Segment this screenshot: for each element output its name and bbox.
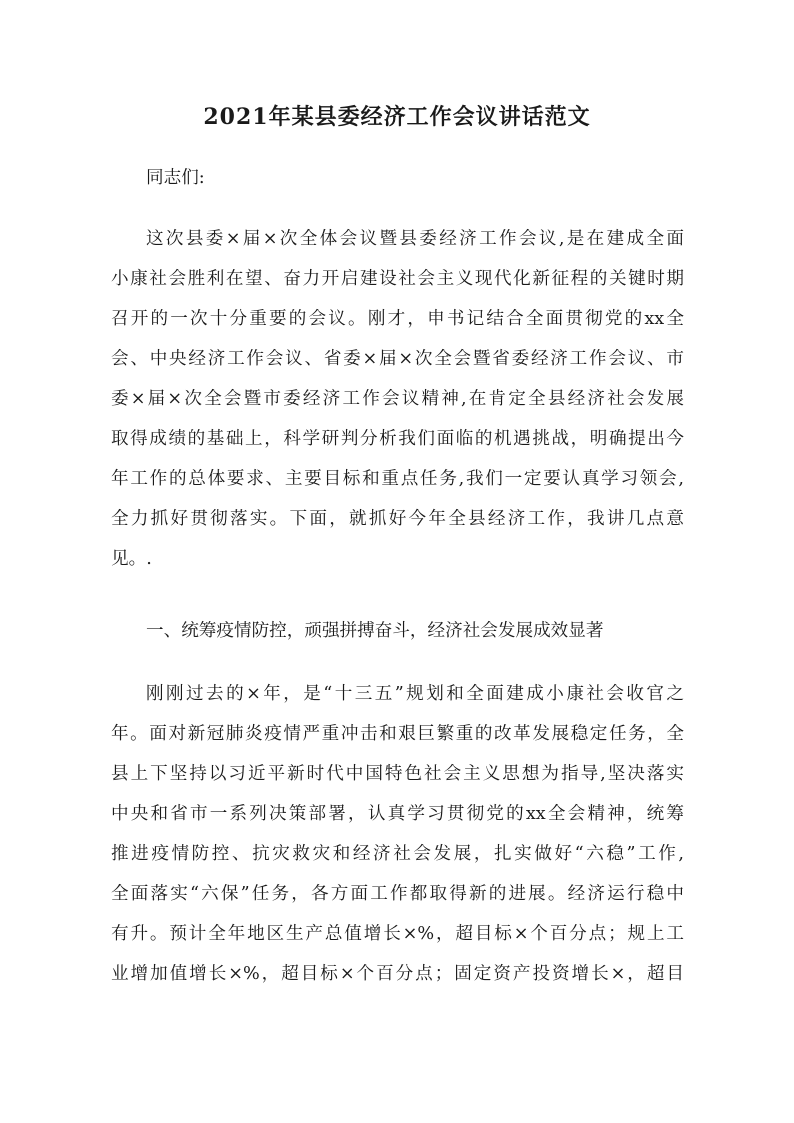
- paragraph-line: 小康社会胜利在望、奋力开启建设社会主义现代化新征程的关键时期: [111, 269, 684, 289]
- paragraph-line: 委×届×次全会暨市委经济工作会议精神,在肯定全县经济社会发展: [111, 389, 684, 409]
- paragraph-line: 年。面对新冠肺炎疫情严重冲击和艰巨繁重的改革发展稳定任务，全: [111, 724, 684, 744]
- paragraph-line: 召开的一次十分重要的会议。刚才，申书记结合全面贯彻党的xx全: [111, 309, 684, 329]
- paragraph-line: 见。.: [111, 549, 152, 569]
- paragraph-line: 这次县委×届×次全体会议暨县委经济工作会议,是在建成全面: [146, 229, 684, 249]
- salutation: 同志们:: [146, 168, 205, 188]
- paragraph-line: 中央和省市一系列决策部署，认真学习贯彻党的xx全会精神，统筹: [111, 804, 684, 824]
- paragraph-line: 业增加值增长×%，超目标×个百分点；固定资产投资增长×，超目: [111, 964, 684, 984]
- paragraph-line: 取得成绩的基础上，科学研判分析我们面临的机遇挑战，明确提出今: [111, 429, 684, 449]
- paragraph-line: 刚刚过去的×年，是“十三五”规划和全面建成小康社会收官之: [146, 684, 684, 704]
- paragraph-line: 全面落实“六保”任务，各方面工作都取得新的进展。经济运行稳中: [111, 884, 684, 904]
- document-title: 2021年某县委经济工作会议讲话范文: [203, 104, 591, 130]
- paragraph-line: 县上下坚持以习近平新时代中国特色社会主义思想为指导,坚决落实: [111, 764, 684, 784]
- paragraph-line: 全力抓好贯彻落实。下面，就抓好今年全县经济工作，我讲几点意: [111, 509, 684, 529]
- section-heading: 一、统筹疫情防控，顽强拼搏奋斗，经济社会发展成效显著: [146, 621, 604, 641]
- paragraph-line: 年工作的总体要求、主要目标和重点任务,我们一定要认真学习领会,: [111, 469, 684, 489]
- paragraph-line: 会、中央经济工作会议、省委×届×次全会暨省委经济工作会议、市: [111, 349, 684, 369]
- paragraph-line: 有升。预计全年地区生产总值增长×%，超目标×个百分点；规上工: [111, 924, 684, 944]
- paragraph-line: 推进疫情防控、抗灾救灾和经济社会发展，扎实做好“六稳”工作,: [111, 844, 684, 864]
